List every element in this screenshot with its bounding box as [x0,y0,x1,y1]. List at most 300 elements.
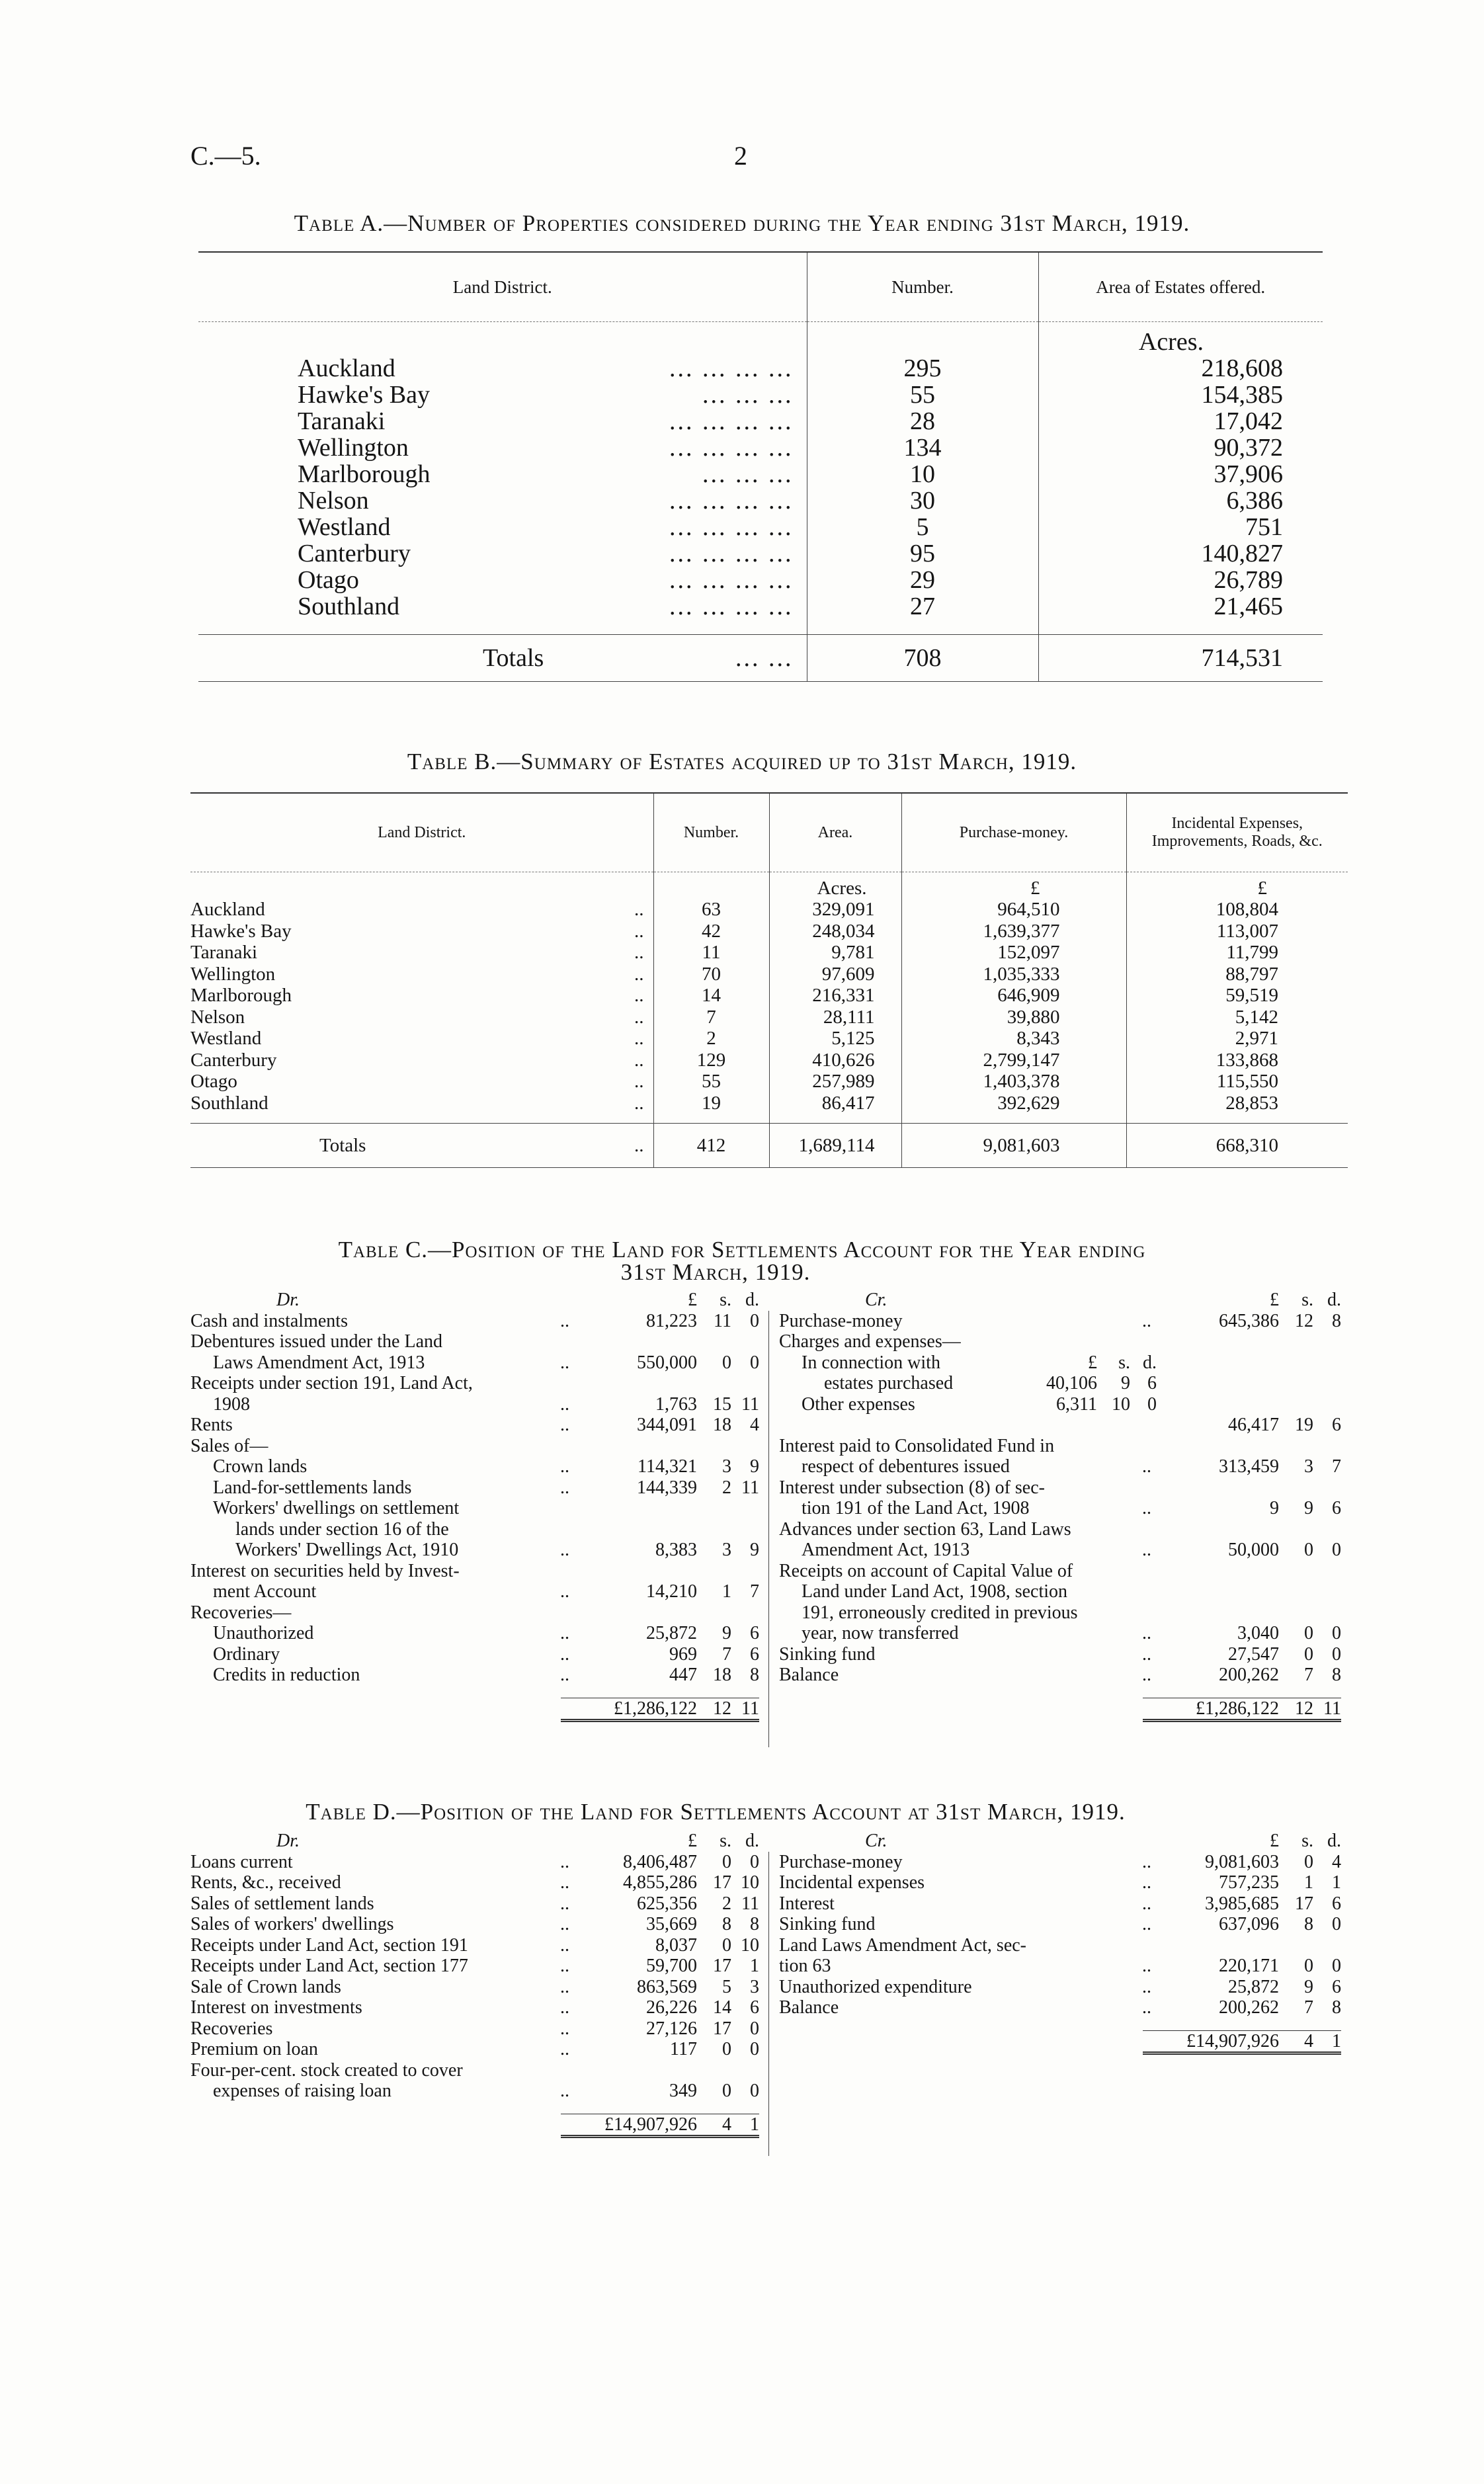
table-b-total-number: 412 [653,1124,769,1168]
amount-pence [731,1436,759,1457]
amount-pounds: 114,321 [638,1456,697,1477]
leader-dots: .. [560,1893,569,1914]
table-a-number: 28 [807,408,1038,435]
table-d-credit-item-label [779,1956,1163,1977]
table-d-debit-line-item [190,1935,759,1956]
amount-shillings: 0 [722,1851,731,1872]
table-c-credit-total-pence: 11 [1323,1698,1341,1719]
table-c-credit-line-item [779,1436,1341,1457]
table-c-debit-total-pence: 11 [741,1698,759,1719]
leader-dots: ... ... ... ... [669,566,794,594]
amount-pence: 6 [750,1643,759,1665]
table-b-unit-area: Acres. [769,872,901,899]
item-text: Sinking fund [779,1643,876,1665]
table-c-credit-line-item [779,1540,1341,1561]
amount-shillings: 18 [713,1415,731,1435]
table-b-district [190,1093,653,1114]
table-d-caption: Table D.—Position of the Land for Settlements Account at 31st March, 1919. [306,1799,1126,1825]
leader-dots: .. [1142,1872,1151,1893]
amount-shillings [1279,1436,1313,1457]
table-c-debit-line-item [190,1456,759,1477]
table-a-row [198,514,1323,540]
table-c-debit-item-label [190,1456,581,1477]
amount-pence: 6 [750,1997,759,2018]
table-b-purchase: 392,629 [901,1093,1126,1114]
amount-shillings [1279,1394,1313,1415]
amount-pounds [1163,1602,1279,1624]
amount-shillings: 3 [722,1456,731,1477]
table-a-number: 295 [807,355,1038,382]
table-b-district [190,1028,653,1050]
table-c-credit-total-row [1143,1698,1341,1723]
table-b-incidental: 133,868 [1126,1050,1348,1071]
table-a-number: 55 [807,382,1038,408]
table-a-district [198,435,807,461]
amount-shillings: 12 [1295,1310,1313,1331]
amount-shillings [1279,1602,1313,1624]
table-c-debit-line-item [190,1373,759,1394]
table-c-debit-item-label [190,1311,581,1332]
table-b-district [190,964,653,985]
leader-dots: .. [1142,1851,1151,1872]
amount-pounds: 3,040 [1237,1623,1279,1643]
table-c-debit-total-shillings: 12 [713,1698,731,1719]
table-c-debit-item-label [190,1373,581,1394]
district-name: Southland [190,1092,268,1114]
table-b-purchase: 2,799,147 [901,1050,1126,1071]
item-text: Purchase-money [779,1310,903,1331]
amount-pence: 1 [750,1956,759,1976]
table-a-area: 21,465 [1038,593,1323,620]
table-d-debit-item-label [190,1852,581,1873]
leader-dots: ... ... ... [702,460,794,488]
amount-shillings: 5 [722,1976,731,1997]
amount-pence [1313,1581,1341,1602]
district-name: Nelson [190,1006,245,1028]
table-a-area: 154,385 [1038,382,1323,408]
table-c-debit-line-item [190,1477,759,1499]
district-name: Auckland [190,899,265,920]
amount-pounds: 46,417 [1228,1415,1279,1435]
table-b-caption: Table B.—Summary of Estates acquired up to 31st March, 1919. [407,749,1077,774]
table-c-credit-item-label [779,1456,1163,1477]
table-c-debit-line-item [190,1665,759,1686]
amount-shillings: 17 [713,1956,731,1976]
amount-pence: 1 [1332,1872,1341,1893]
amount-pounds: 625,356 [637,1893,697,1914]
district-name: Wellington [190,963,276,985]
leader-dots: .. [1142,1914,1151,1934]
item-text: Balance [779,1997,839,2018]
table-b-totals-row [190,1124,1348,1168]
table-b-unit-incidental: £ [1126,872,1348,899]
table-a-district [198,382,807,408]
table-a-district [198,355,807,382]
amount-pence: 0 [1332,1643,1341,1665]
table-d-credit-line-item [779,1935,1341,1956]
item-text: Land under Land Act, 1908, section [802,1581,1068,1602]
table-d-debit-item-label [190,1914,581,1935]
table-b-purchase: 152,097 [901,942,1126,964]
item-text: Sales of settlement lands [190,1893,374,1914]
table-a-number: 27 [807,593,1038,620]
item-text: Recoveries [190,2018,273,2039]
table-a-totals-row [198,635,1323,682]
sub-amount [998,1352,1163,1374]
amount-pounds [1163,1373,1279,1394]
table-d-debit-item-label [190,2060,581,2081]
amount-shillings [1279,1352,1313,1374]
table-c-debit-item-label [190,1665,581,1686]
table-b-row [190,964,1348,985]
amount-pence [731,1373,759,1394]
amount-pounds: 8,383 [655,1540,697,1560]
table-a-unit: Acres. [1038,322,1323,356]
amount-pence [1313,1602,1341,1624]
table-a-district [198,408,807,435]
table-b-purchase: 8,343 [901,1028,1126,1050]
amount-pounds: 144,339 [637,1477,697,1498]
leader-dots: .. [1142,1456,1151,1477]
amount-shillings: 9 [1304,1976,1313,1997]
table-b-row [190,921,1348,942]
table-a-row [198,593,1323,620]
amount-pence: 4 [1332,1851,1341,1872]
amount-pounds: 59,700 [646,1956,697,1976]
item-text: In connection with [802,1352,940,1373]
table-b-incidental: 115,550 [1126,1071,1348,1093]
amount-shillings: 14 [713,1997,731,2018]
leader-dots: ... ... ... ... [669,434,794,462]
table-a-area: 218,608 [1038,355,1323,382]
district-name: Marlborough [190,985,292,1006]
amount-pounds: 8,037 [655,1934,697,1956]
table-d-debit-line-item [190,2060,759,2081]
table-a-row [198,435,1323,461]
table-c-credit-line-item [779,1311,1341,1332]
amount-shillings: 11 [714,1310,731,1331]
amount-pounds [581,1561,697,1582]
table-b-purchase: 1,035,333 [901,964,1126,985]
amount-pence: 10 [741,1872,759,1893]
amount-pounds [1163,1477,1279,1499]
amount-shillings [697,1519,731,1540]
table-c-credit-line-item [779,1581,1341,1602]
table-c-divider [768,1311,769,1747]
amount-pounds: 25,872 [1228,1976,1279,1997]
amount-pounds: 1,763 [655,1393,697,1415]
amount-shillings: 0 [722,2081,731,2101]
amount-pounds: 8,406,487 [623,1851,697,1872]
item-text: respect of debentures issued [802,1456,1010,1477]
table-c-credit-item-label [779,1373,998,1394]
pounds-header: £ [1270,1831,1279,1851]
leader-dots: .. [560,2039,569,2059]
amount-pence: 10 [741,1934,759,1956]
item-text: Unauthorized [213,1623,314,1643]
table-d-debit-line-item [190,1852,759,1873]
shillings-header: s. [720,1831,731,1851]
amount-pounds: 969 [669,1643,697,1665]
amount-pounds: 200,262 [1219,1997,1279,2018]
table-b-header-area: Area. [769,793,901,872]
table-b-number: 42 [653,921,769,942]
leader-dots: .. [560,1477,569,1498]
leader-dots: .. [560,1415,569,1435]
table-c-credit-item-label [779,1352,998,1374]
table-b-incidental: 108,804 [1126,899,1348,921]
leader-dots: .. [560,1665,569,1685]
table-b-area: 5,125 [769,1028,901,1050]
amount-shillings [697,1602,731,1624]
sub-shillings: 10 [1112,1393,1130,1415]
amount-shillings [1279,1477,1313,1499]
item-text: Land Laws Amendment Act, sec- [779,1934,1027,1956]
table-d-debit-total-row [561,2114,759,2139]
total-gap [190,2102,759,2114]
table-c-credit-item-label [779,1665,1163,1686]
table-c-debit-line-item [190,1498,759,1519]
district-name: Wellington [298,434,409,462]
amount-pence [1313,1436,1341,1457]
table-d-debit-header [190,1831,759,1852]
table-c-credit-line-item [779,1602,1341,1624]
leader-dots: .. [634,1049,644,1071]
leader-dots: .. [560,1851,569,1872]
table-c-debit-line-item [190,1436,759,1457]
amount-pounds: 25,872 [646,1623,697,1643]
table-c-debit-item-label [190,1519,581,1540]
table-b-total-area: 1,689,114 [769,1124,901,1168]
amount-pence: 6 [1332,1498,1341,1518]
table-d-credit-line-item [779,1852,1341,1873]
table-c-caption-line2: 31st March, 1919. [620,1259,811,1285]
amount-pence [1313,1477,1341,1499]
item-text: tion 63 [779,1956,831,1976]
table-b-purchase: 646,909 [901,985,1126,1007]
table-b-row [190,1007,1348,1028]
table-c-credit-total-pounds: £1,286,122 [1196,1698,1279,1719]
amount-shillings: 3 [722,1540,731,1560]
item-text: Interest [779,1893,835,1914]
table-b-area: 257,989 [769,1071,901,1093]
table-a-number: 30 [807,487,1038,514]
amount-pence: 0 [1332,1956,1341,1976]
item-text: Balance [779,1665,839,1685]
sub-shillings: s. [1118,1352,1130,1373]
item-text: year, now transferred [802,1623,959,1643]
amount-shillings [697,1436,731,1457]
amount-pence: 6 [1332,1893,1341,1914]
amount-pence [1313,1394,1341,1415]
table-b-header-number: Number. [653,793,769,872]
total-gap [190,1686,759,1698]
amount-pence [731,2060,759,2081]
table-b-incidental: 88,797 [1126,964,1348,985]
table-d-debit-item-label [190,1977,581,1998]
table-b-header-purchase: Purchase-money. [901,793,1126,872]
leader-dots: ... ... ... ... [669,487,794,515]
table-b-number: 55 [653,1071,769,1093]
amount-pence: 9 [750,1456,759,1477]
table-d-credit-item-label [779,1977,1163,1998]
table-c-credit-line-item [779,1456,1341,1477]
item-text: Sales of— [190,1435,268,1456]
table-c-credit-item-label [779,1394,998,1415]
table-c-credit-total-shillings: 12 [1295,1698,1313,1719]
table-d-credit-item-label [779,1852,1163,1873]
table-a-row [198,408,1323,435]
sub-pounds: £ [1088,1352,1097,1373]
table-a-number: 95 [807,540,1038,567]
table-c-debit-item-label [190,1602,581,1624]
table-c-debit-line-item [190,1561,759,1582]
table-c-credit-line-item [779,1665,1341,1686]
table-d-debit-item-label [190,1997,581,2018]
table-c-debit-item-label [190,1561,581,1582]
amount-pence [731,1602,759,1624]
item-text: Four-per-cent. stock created to cover [190,2059,463,2081]
item-text: Purchase-money [779,1851,903,1872]
amount-shillings [697,2060,731,2081]
table-b-purchase: 964,510 [901,899,1126,921]
district-name: Nelson [298,487,369,515]
amount-pounds [1163,1352,1279,1374]
amount-shillings [697,1373,731,1394]
amount-pence: 8 [750,1665,759,1685]
table-b-area: 86,417 [769,1093,901,1114]
table-d-debit-line-item [190,1914,759,1935]
amount-pounds [1163,1436,1279,1457]
amount-pence [731,1519,759,1540]
amount-pence [1313,1352,1341,1374]
table-b-area: 9,781 [769,942,901,964]
table-c-debit-item-label [190,1394,581,1415]
shillings-header: s. [720,1290,731,1310]
leader-dots: .. [560,1310,569,1331]
table-d-debit-item-label [190,1935,581,1956]
table-c-debit-item-label [190,1331,581,1352]
table-b-incidental: 59,519 [1126,985,1348,1007]
amount-pounds [581,1519,697,1540]
table-b-district [190,899,653,921]
table-b-row [190,899,1348,921]
table-a-row [198,382,1323,408]
table-c-credit-line-item [779,1373,1341,1394]
amount-shillings: 7 [1304,1997,1313,2018]
table-b-purchase: 1,403,378 [901,1071,1126,1093]
table-d-credit-header [779,1831,1341,1852]
item-text: Receipts under Land Act, section 177 [190,1956,468,1976]
amount-pounds: 14,210 [646,1581,697,1602]
table-b-area: 329,091 [769,899,901,921]
table-b-area: 97,609 [769,964,901,985]
item-text: Sales of workers' dwellings [190,1914,394,1934]
amount-shillings: 8 [1304,1914,1313,1934]
table-c-credit-item-label [779,1477,1163,1499]
leader-dots: .. [1142,1643,1151,1665]
amount-shillings: 2 [722,1893,731,1914]
amount-pence: 9 [750,1540,759,1560]
table-c-debit-line-item [190,1519,759,1540]
amount-pounds: 50,000 [1228,1540,1279,1560]
amount-pence: 0 [1332,1623,1341,1643]
leader-dots: .. [1142,1997,1151,2018]
sub-pence: 6 [1147,1373,1157,1393]
table-d-debit-item-label [190,2081,581,2102]
district-name: Hawke's Bay [298,381,430,409]
item-text: Unauthorized expenditure [779,1976,972,1997]
amount-shillings: 0 [1304,1623,1313,1643]
table-c-credit-item-label [779,1623,1163,1644]
table-d-debit-line-item [190,2039,759,2060]
amount-shillings: 8 [722,1914,731,1934]
item-text: Ordinary [213,1643,280,1665]
table-c-debit-line-item [190,1602,759,1624]
amount-pounds [1163,1331,1279,1352]
table-b-total-purchase: 9,081,603 [901,1124,1126,1168]
leader-dots: .. [634,1006,644,1028]
totals-text: Totals [483,644,544,672]
amount-pence: 11 [741,1477,759,1498]
sub-pounds: 6,311 [1056,1393,1097,1415]
item-text: expenses of raising loan [213,2081,392,2101]
table-c-debit-line-item [190,1540,759,1561]
amount-pounds: 344,091 [637,1415,697,1435]
item-text: Interest under subsection (8) of sec- [779,1477,1045,1498]
table-c-debit-line-item [190,1331,759,1352]
table-d-credit-side-label: Cr. [865,1831,887,1851]
amount-shillings: 17 [1295,1893,1313,1914]
amount-pence [1313,1519,1341,1540]
amount-shillings: 0 [722,2039,731,2059]
leader-dots: ... ... ... ... [669,540,794,567]
item-text: Recoveries— [190,1602,292,1623]
leader-dots: .. [634,1092,644,1114]
amount-shillings [1279,1519,1313,1540]
pence-header: d. [1327,1290,1341,1310]
amount-pounds: 35,669 [646,1914,697,1934]
table-c-credit-header [779,1290,1341,1311]
sub-amount [998,1394,1163,1415]
amount-shillings: 7 [1304,1665,1313,1685]
item-text: Receipts on account of Capital Value of [779,1560,1073,1581]
amount-pounds [581,1331,697,1352]
table-d-credit-item-label [779,1872,1163,1893]
table-c-credit-item-label [779,1436,1163,1457]
table-d-debit-line-item [190,2018,759,2040]
table-c-debit-item-label [190,1623,581,1644]
table-c-debit-total-row [561,1698,759,1723]
shillings-header: s. [1301,1290,1313,1310]
item-text: Receipts under section 191, Land Act, [190,1373,473,1393]
amount-pounds: 27,547 [1228,1643,1279,1665]
leader-dots: .. [560,1997,569,2018]
item-text: Crown lands [213,1456,308,1477]
table-b-row [190,1028,1348,1050]
table-d-debit-line-item [190,1893,759,1915]
item-text: Land-for-settlements lands [213,1477,412,1498]
table-b-row [190,942,1348,964]
table-c-debit-item-label [190,1581,581,1602]
item-text: ment Account [213,1581,317,1602]
item-text: Interest paid to Consolidated Fund in [779,1435,1055,1456]
table-b-area: 216,331 [769,985,901,1007]
table-b-district [190,942,653,964]
table-b-number: 63 [653,899,769,921]
amount-shillings [1279,1581,1313,1602]
district-name: Westland [190,1028,262,1049]
